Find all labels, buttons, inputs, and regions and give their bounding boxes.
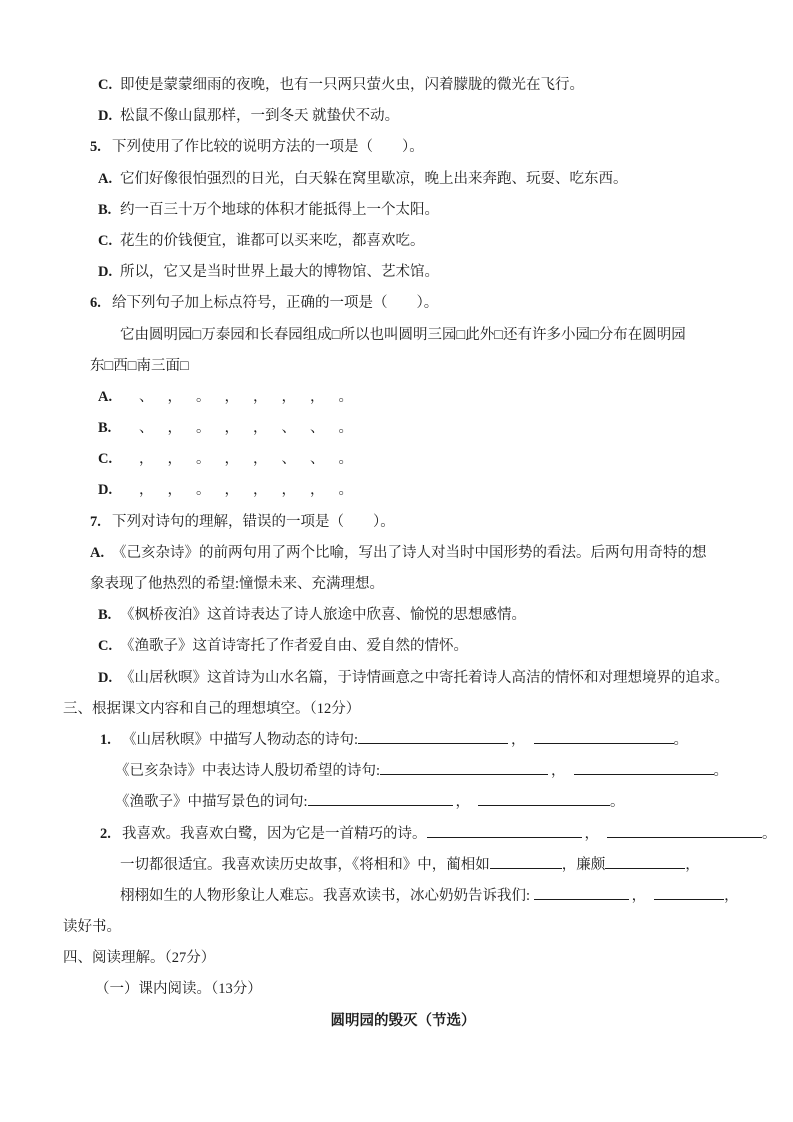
option-letter: A.: [98, 170, 113, 187]
mark: 、: [281, 451, 296, 468]
mark: ，: [167, 420, 182, 437]
question-number: 6.: [90, 295, 101, 312]
answer-blank: [607, 824, 762, 838]
answer-blank: [427, 824, 582, 838]
mark: 。: [196, 420, 211, 437]
s3-item2-line2: [120, 850, 743, 881]
q7-option-d: [98, 663, 743, 694]
q6-option-b: [98, 413, 743, 444]
fill-label: 读好书。: [63, 919, 121, 936]
mark: 。: [338, 451, 353, 468]
heading-text: 四、阅读理解。（27分）: [63, 950, 216, 967]
mark: 。: [338, 482, 353, 499]
comma: ，: [551, 763, 566, 780]
answer-blank: [654, 886, 724, 900]
mark: ，: [139, 451, 154, 468]
period: 。: [713, 763, 729, 780]
fill-label: 栩栩如生的人物形象让人难忘。我喜欢读书，冰心奶奶告诉我们:: [120, 887, 534, 904]
mark: ，: [167, 451, 182, 468]
q6-stem: [90, 288, 743, 319]
option-letter: D.: [98, 669, 113, 686]
s3-item2-line4: [63, 912, 743, 943]
mark: ，: [281, 388, 296, 405]
q6-option-a: [98, 382, 743, 413]
mark: ，: [224, 420, 239, 437]
mark: ，: [310, 482, 325, 499]
mark: ，: [224, 482, 239, 499]
option-text: 松鼠不像山鼠那样，一到冬天 就蛰伏不动。: [120, 108, 400, 125]
item-number: 1.: [100, 731, 111, 748]
comma: ，: [631, 887, 647, 904]
mark: 、: [310, 451, 325, 468]
answer-blank: [380, 761, 548, 775]
sub-heading-text: （一）课内阅读。（13分）: [95, 981, 262, 998]
fill-label: 《已亥杂诗》中表达诗人殷切希望的诗句:: [115, 763, 381, 780]
option-text: 它们好像很怕强烈的日光，白天躲在窝里歇凉，晚上出来奔跑、玩耍、吃东西。: [120, 170, 628, 187]
fill-label: 一切都很适宜。我喜欢读历史故事，《将相和》中，蔺相如: [120, 856, 490, 873]
mark: 。: [196, 451, 211, 468]
option-letter: A.: [90, 544, 105, 561]
option-letter: A.: [98, 388, 113, 405]
s3-item1-line1: [100, 725, 743, 756]
s3-item1-line3: [115, 787, 743, 818]
fill-label: 我喜欢。我喜欢白鹭，因为它是一首精巧的诗。: [122, 825, 427, 842]
answer-blank: [534, 730, 674, 744]
q5-stem: [90, 132, 743, 163]
question-number: 5.: [90, 139, 101, 156]
mark: ，: [253, 420, 268, 437]
s3-item2-line1: [100, 819, 777, 850]
q6-option-d: [98, 475, 743, 506]
option-text: 约一百三十万个地球的体积才能抵得上一个太阳。: [120, 201, 439, 218]
passage-text: 东□西□南三面□: [90, 357, 189, 374]
comma: ，: [685, 856, 700, 873]
period: 。: [610, 794, 625, 811]
q7-option-c: [98, 631, 743, 662]
period: 。: [673, 731, 689, 748]
mark: 、: [139, 388, 154, 405]
section4-sub-heading: [95, 974, 743, 1005]
option-text: 所以，它又是当时世界上最大的博物馆、艺术馆。: [120, 264, 439, 281]
stem-text: 给下列句子加上标点符号，正确的一项是（ ）。: [112, 295, 439, 312]
punctuation-marks: [132, 420, 360, 436]
fill-label: 《山居秋暝》中描写人物动态的诗句:: [122, 731, 359, 748]
q5-option-d: [98, 257, 743, 288]
mark: 、: [281, 420, 296, 437]
q7-option-a-line2: [90, 569, 743, 600]
punctuation-marks: [132, 482, 360, 498]
q5-option-c: [98, 226, 743, 257]
mark: ，: [253, 482, 268, 499]
option-letter: C.: [98, 638, 113, 655]
mark: ，: [253, 451, 268, 468]
q7-option-a-line1: [90, 538, 743, 569]
comma: ，: [724, 887, 739, 904]
option-letter: B.: [98, 420, 112, 437]
mark: ，: [139, 482, 154, 499]
stem-text: 下列使用了作比较的说明方法的一项是（ ）。: [112, 139, 424, 156]
option-letter: C.: [98, 451, 113, 468]
fill-label: 《渔歌子》中描写景色的词句:: [115, 794, 308, 811]
q4-option-d: [98, 101, 743, 132]
mark: 。: [196, 482, 211, 499]
question-number: 7.: [90, 513, 101, 530]
option-letter: B.: [98, 607, 112, 624]
option-text: 《己亥杂诗》的前两句用了两个比喻，写出了诗人对当时中国形势的看法。后两句用奇特的想: [112, 544, 707, 561]
q6-passage-line2: [90, 351, 743, 382]
option-letter: D.: [98, 264, 113, 281]
mid-text: ，廉颇: [561, 856, 606, 873]
stem-text: 下列对诗句的理解，错误的一项是（ ）。: [112, 513, 395, 530]
answer-blank: [574, 761, 714, 775]
s3-item2-line3: [120, 881, 743, 912]
q5-option-b: [98, 195, 743, 226]
mark: 。: [196, 388, 211, 405]
mark: ，: [281, 482, 296, 499]
mark: ，: [310, 388, 325, 405]
title-text: 圆明园的毁灭（节选）: [330, 1012, 476, 1029]
mark: 。: [338, 420, 353, 437]
option-letter: D.: [98, 108, 113, 125]
q6-option-c: [98, 444, 743, 475]
passage-text: 它由圆明园□万泰园和长春园组成□所以也叫圆明三园□此外□还有许多小园□分布在圆明园: [120, 326, 686, 343]
q7-option-b: [98, 600, 743, 631]
mark: ，: [253, 388, 268, 405]
q5-option-a: [98, 164, 743, 195]
option-text: 《渔歌子》这首诗寄托了作者爱自由、爱自然的情怀。: [120, 638, 468, 655]
answer-blank: [605, 855, 685, 869]
mark: ，: [224, 388, 239, 405]
option-text: 象表现了他热烈的希望:憧憬未来、充满理想。: [90, 576, 385, 592]
option-letter: C.: [98, 77, 113, 93]
option-text: 《山居秋暝》这首诗为山水名篇，于诗情画意之中寄托着诗人高洁的情怀和对理想境界的追求。: [120, 669, 729, 686]
option-text: 即使是蒙蒙细雨的夜晚，也有一只两只萤火虫，闪着朦胧的微光在飞行。: [120, 77, 584, 93]
q6-passage-line1: [120, 320, 743, 351]
comma: ，: [511, 731, 526, 748]
comma: ，: [455, 794, 471, 811]
mark: ，: [167, 482, 182, 499]
option-letter: C.: [98, 232, 113, 249]
comma: ，: [584, 825, 599, 842]
mark: ，: [167, 388, 182, 405]
answer-blank: [308, 792, 453, 806]
heading-text: 三、根据课文内容和自己的理想填空。（12分）: [63, 700, 361, 717]
item-number: 2.: [100, 825, 111, 842]
period: 。: [762, 825, 777, 842]
answer-blank: [358, 730, 508, 744]
answer-blank: [490, 855, 562, 869]
answer-blank: [534, 886, 629, 900]
mark: 、: [310, 420, 325, 437]
q7-stem: [90, 507, 743, 538]
option-text: 花生的价钱便宜，谁都可以买来吃，都喜欢吃。: [120, 232, 425, 249]
section3-heading: [63, 694, 743, 725]
option-letter: D.: [98, 482, 113, 499]
punctuation-marks: [132, 451, 360, 467]
reading-passage-title: [63, 1006, 743, 1037]
option-text: 《枫桥夜泊》这首诗表达了诗人旅途中欣喜、愉悦的思想感情。: [120, 607, 526, 624]
mark: 。: [338, 388, 353, 405]
section4-heading: [63, 943, 743, 974]
mark: ，: [224, 451, 239, 468]
answer-blank: [478, 792, 610, 806]
q4-option-c: [98, 70, 743, 101]
mark: 、: [139, 420, 154, 437]
s3-item1-line2: [115, 756, 743, 787]
option-letter: B.: [98, 201, 112, 218]
punctuation-marks: [132, 389, 360, 405]
